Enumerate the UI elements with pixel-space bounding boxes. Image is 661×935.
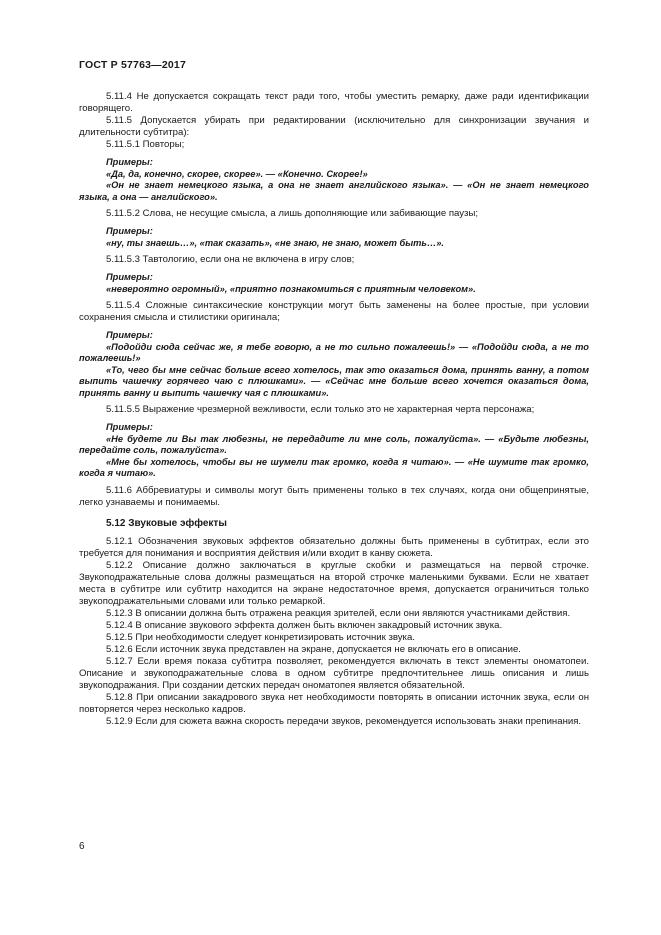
paragraph: 5.11.5.3 Тавтологию, если она не включена в игру слов; <box>106 254 355 265</box>
paragraph: 5.11.5.4 Сложные синтаксические конструкции могут быть заменены на более простые, при условии сохранения смысла и стилистики оригинала; <box>79 300 589 323</box>
paragraph: 5.12.3 В описании должна быть отражена реакция зрителей, если они являются участниками действия. <box>106 607 571 619</box>
paragraph: 5.12.4 В описание звукового эффекта должен быть включен закадровый источник звука. <box>106 619 503 631</box>
example-line: «Подойди сюда сейчас же, я тебе говорю, а не то сильно пожалеешь!» — «Подойди сюда, а не то пожалеешь!» <box>79 341 589 363</box>
paragraph: 5.12.8 При описании закадрового звука нет необходимости повторять в описании источник звука, если он повторяется через несколько кадров. <box>79 691 589 715</box>
paragraph: 5.12.1 Обозначения звуковых эффектов обязательно должны быть применены в субтитрах, если это требуется для понимания и восприятия действия и/или входит в канву сюжета. <box>79 535 589 559</box>
example-line: «ну, ты знаешь…», «так сказать», «не знаю, не знаю, может быть…». <box>106 237 444 248</box>
paragraph: 5.11.4 Не допускается сокращать текст ради того, чтобы уместить ремарку, даже ради идентификации говорящего. <box>79 91 589 114</box>
paragraph: 5.12.7 Если время показа субтитра позволяет, рекомендуется включать в текст элементы ономатопеи. Описание и звукоподражательные слова в одном субтитре предпочтительнее лишь описания и лишь звукоподражания. При создании детских передач ономатопея является обязательной. <box>79 655 589 691</box>
example-block <box>79 157 589 203</box>
paragraph: 5.12.6 Если источник звука представлен на экране, допускается не включать его в описание. <box>106 643 521 655</box>
example-label: Примеры: <box>106 272 153 282</box>
example-line: «Не будете ли Вы так любезны, не передадите ли мне соль, пожалуйста». — «Будьте любезны, передайте соль, пожалуйста». <box>79 433 589 455</box>
example-line: «То, чего бы мне сейчас больше всего хотелось, так это оказаться дома, принять ванну, а потом выпить чашечку горячего чаю с плюшками». — «Сейчас мне больше всего хочется оказаться дома, принять ванну и выпить чашечку чая с плюшками». <box>79 364 589 398</box>
example-block <box>79 330 589 399</box>
paragraph: 5.12.9 Если для сюжета важна скорость передачи звуков, рекомендуется использовать знаки препинания. <box>106 715 582 727</box>
paragraph: 5.11.5 Допускается убирать при редактировании (исключительно для синхронизации звучания и длительности субтитра): <box>79 115 589 138</box>
example-block <box>79 226 589 249</box>
paragraph: 5.11.6 Аббревиатуры и символы могут быть применены только в тех случаях, когда они общепринятые, легко узнаваемы и понимаемы. <box>79 484 589 508</box>
example-label: Примеры: <box>106 157 153 167</box>
example-line: «невероятно огромный», «приятно познакомиться с приятным человеком». <box>106 283 476 294</box>
example-label: Примеры: <box>106 422 153 432</box>
example-block <box>79 272 589 295</box>
example-label: Примеры: <box>106 330 153 340</box>
paragraph: 5.12.5 При необходимости следует конкретизировать источник звука. <box>106 631 415 643</box>
page-number: 6 <box>79 841 85 852</box>
example-block <box>79 422 589 480</box>
paragraph: 5.11.5.5 Выражение чрезмерной вежливости, если только это не характерная черта персонажа; <box>106 404 535 415</box>
example-line: «Да, да, конечно, скорее, скорее». — «Конечно. Скорее!» <box>106 168 368 179</box>
example-label: Примеры: <box>106 226 153 236</box>
document-header: ГОСТ Р 57763—2017 <box>79 59 187 71</box>
paragraph: 5.12.2 Описание должно заключаться в круглые скобки и размещаться на первой строчке. Звукоподражательные слова должны размещаться на второй строчке маленькими буквами. Если не хватает места в субтитре или субтитр находится на экране недостаточное время, допускается ограничиться только звукоподражательными словами или только ремаркой. <box>79 559 589 607</box>
document-body <box>79 91 589 728</box>
paragraph: 5.11.5.2 Слова, не несущие смысла, а лишь дополняющие или забивающие паузы; <box>106 208 479 219</box>
paragraph: 5.11.5.1 Повторы; <box>106 139 185 150</box>
section-heading: 5.12 Звуковые эффекты <box>106 517 227 529</box>
example-line: «Мне бы хотелось, чтобы вы не шумели так громко, когда я читаю». — «Не шумите так громко, когда я читаю». <box>79 456 589 478</box>
example-line: «Он не знает немецкого языка, а она не знает английского языка». — «Он не знает немецкого языка, а она — английского». <box>79 180 589 202</box>
